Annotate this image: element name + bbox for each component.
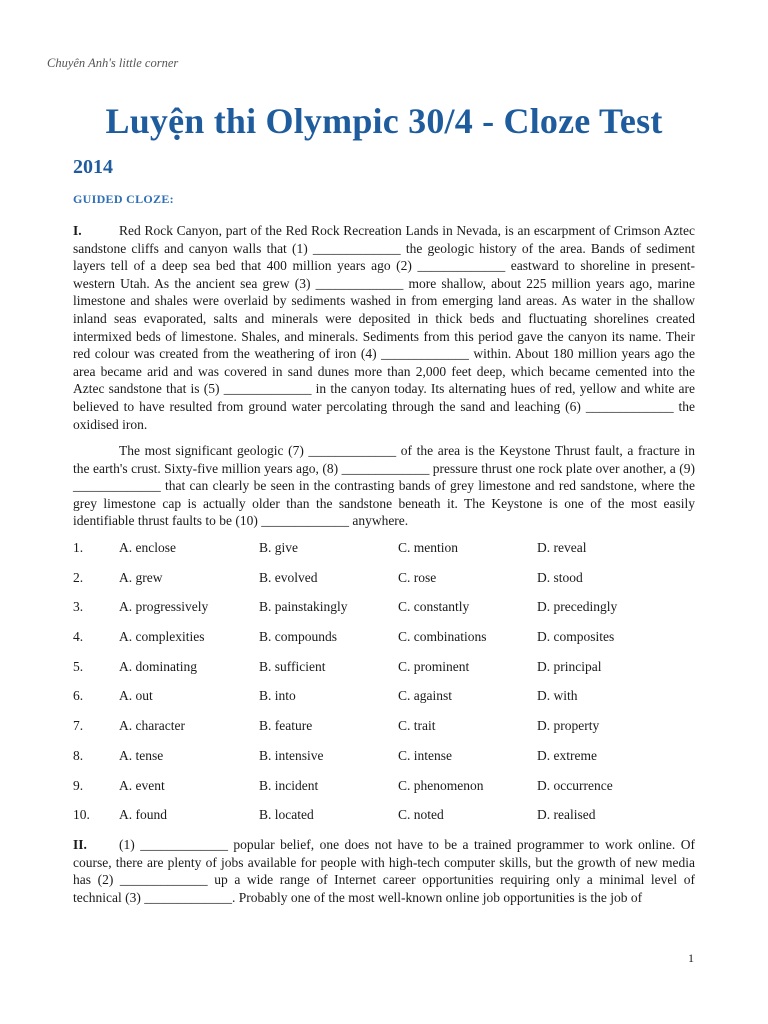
- option-a: A. event: [119, 777, 165, 793]
- passage-1-paragraph-1: [73, 222, 695, 433]
- option-b: B. sufficient: [259, 658, 326, 674]
- option-b: B. compounds: [259, 629, 338, 645]
- page-title: Luyện thi Olympic 30/4 - Cloze Test: [105, 101, 663, 141]
- option-b: B. incident: [259, 777, 319, 793]
- option-b: B. feature: [259, 718, 313, 734]
- option-row: [73, 629, 695, 659]
- option-row: [73, 778, 695, 808]
- option-row: [73, 688, 695, 718]
- option-number: 3.: [73, 599, 84, 615]
- option-c: C. combinations: [398, 629, 487, 645]
- option-c: C. noted: [398, 807, 444, 823]
- passage-1-paragraph-2: [73, 442, 695, 530]
- section-label: GUIDED CLOZE:: [73, 192, 174, 206]
- option-d: D. with: [537, 688, 578, 704]
- option-row: [73, 748, 695, 778]
- option-d: D. precedingly: [537, 599, 618, 615]
- year-heading: 2014: [73, 156, 113, 178]
- option-row: [73, 599, 695, 629]
- option-a: A. enclose: [119, 540, 176, 555]
- option-d: D. property: [537, 718, 600, 734]
- option-c: C. prominent: [398, 658, 470, 674]
- page-number: 1: [688, 951, 694, 965]
- option-b: B. give: [259, 540, 298, 555]
- passage-1-numeral: I.: [73, 223, 82, 238]
- passage-2-paragraph-1: [73, 836, 695, 906]
- option-row: [73, 659, 695, 689]
- option-d: D. composites: [537, 629, 615, 645]
- option-a: A. out: [119, 688, 153, 704]
- passage-2-text-1: (1) _____________ popular belief, one does not have to be a trained programmer to work online. Of course, there are plenty of jobs available for people with high-tech computer skills, but the growth of new media has (2) _____________ up a wide range of Internet career opportunities requiring only a minimal level of technical (3) _____________. Probably one of the most well-known online job opportunities is the job of: [73, 837, 695, 905]
- option-number: 1.: [73, 540, 84, 555]
- option-b: B. painstakingly: [259, 599, 348, 615]
- option-d: D. extreme: [537, 747, 597, 763]
- option-number: 9.: [73, 777, 84, 793]
- option-number: 10.: [73, 807, 90, 823]
- option-a: A. complexities: [119, 629, 205, 645]
- option-d: D. reveal: [537, 540, 587, 555]
- option-row: [73, 570, 695, 600]
- option-row: [73, 540, 695, 570]
- option-a: A. tense: [119, 747, 164, 763]
- option-a: A. character: [119, 718, 185, 734]
- option-row: [73, 718, 695, 748]
- passage-2-numeral: II.: [73, 837, 87, 852]
- option-number: 2.: [73, 569, 84, 585]
- option-number: 5.: [73, 658, 84, 674]
- option-b: B. evolved: [259, 569, 318, 585]
- option-c: C. against: [398, 688, 452, 704]
- passage-1-text-1: Red Rock Canyon, part of the Red Rock Recreation Lands in Nevada, is an escarpment of Crimson Aztec sandstone cliffs and canyon walls that (1) _____________ the geologic history of the area. Bands of sediment layers tell of a deep sea bed that 400 million years ago (2) _____________ eastward to shoreline in present-western Utah. As the ancient sea grew (3) _____________ more shallow, about 225 million years ago, marine limestone and shales were overlaid by sediments washed in from emerging land areas. As water in the shallow inland seas evaporated, salts and minerals were deposited in thick beds and fluctuating shorelines created intermixed beds of limestone. Shales, and minerals. Sediments from this period gave the canyon its name. Their red colour was created from the weathering of iron (4) _____________ within. About 180 million years ago the area became arid and was covered in sand dunes more than 2,000 feet deep, which became cemented into the Aztec sandstone that is (5) _____________ in the canyon today. Its alternating hues of red, yellow and white are believed to have resulted from ground water percolating through the sand and leaching (6) _____________ the oxidised iron.: [73, 223, 695, 432]
- option-c: C. phenomenon: [398, 777, 484, 793]
- header-note: Chuyên Anh's little corner: [47, 56, 179, 70]
- option-b: B. into: [259, 688, 296, 704]
- option-d: D. realised: [537, 807, 596, 823]
- option-number: 6.: [73, 688, 84, 704]
- option-row: [73, 807, 695, 837]
- option-a: A. found: [119, 807, 167, 823]
- option-d: D. stood: [537, 569, 583, 585]
- option-d: D. principal: [537, 658, 602, 674]
- option-b: B. located: [259, 807, 314, 823]
- option-number: 7.: [73, 718, 84, 734]
- option-c: C. intense: [398, 747, 452, 763]
- option-number: 4.: [73, 629, 84, 645]
- option-c: C. mention: [398, 540, 458, 555]
- option-c: C. trait: [398, 718, 436, 734]
- option-d: D. occurrence: [537, 777, 613, 793]
- option-a: A. grew: [119, 569, 163, 585]
- passage-1-text-2: The most significant geologic (7) _____________ of the area is the Keystone Thrust fault, a fracture in the earth's crust. Sixty-five million years ago, (8) _____________ pressure thrust one rock plate over another, a (9) _____________ that can clearly be seen in the contrasting bands of grey limestone and red sandstone, where the grey limestone cap is actually older than the sandstone beneath it. The Keystone is one of the most easily identifiable thrust faults to be (10) _____________ anywhere.: [73, 443, 695, 529]
- option-c: C. rose: [398, 569, 437, 585]
- option-a: A. progressively: [119, 599, 209, 615]
- option-b: B. intensive: [259, 747, 324, 763]
- option-number: 8.: [73, 747, 84, 763]
- option-a: A. dominating: [119, 658, 197, 674]
- answer-options-table: [73, 540, 695, 837]
- option-c: C. constantly: [398, 599, 470, 615]
